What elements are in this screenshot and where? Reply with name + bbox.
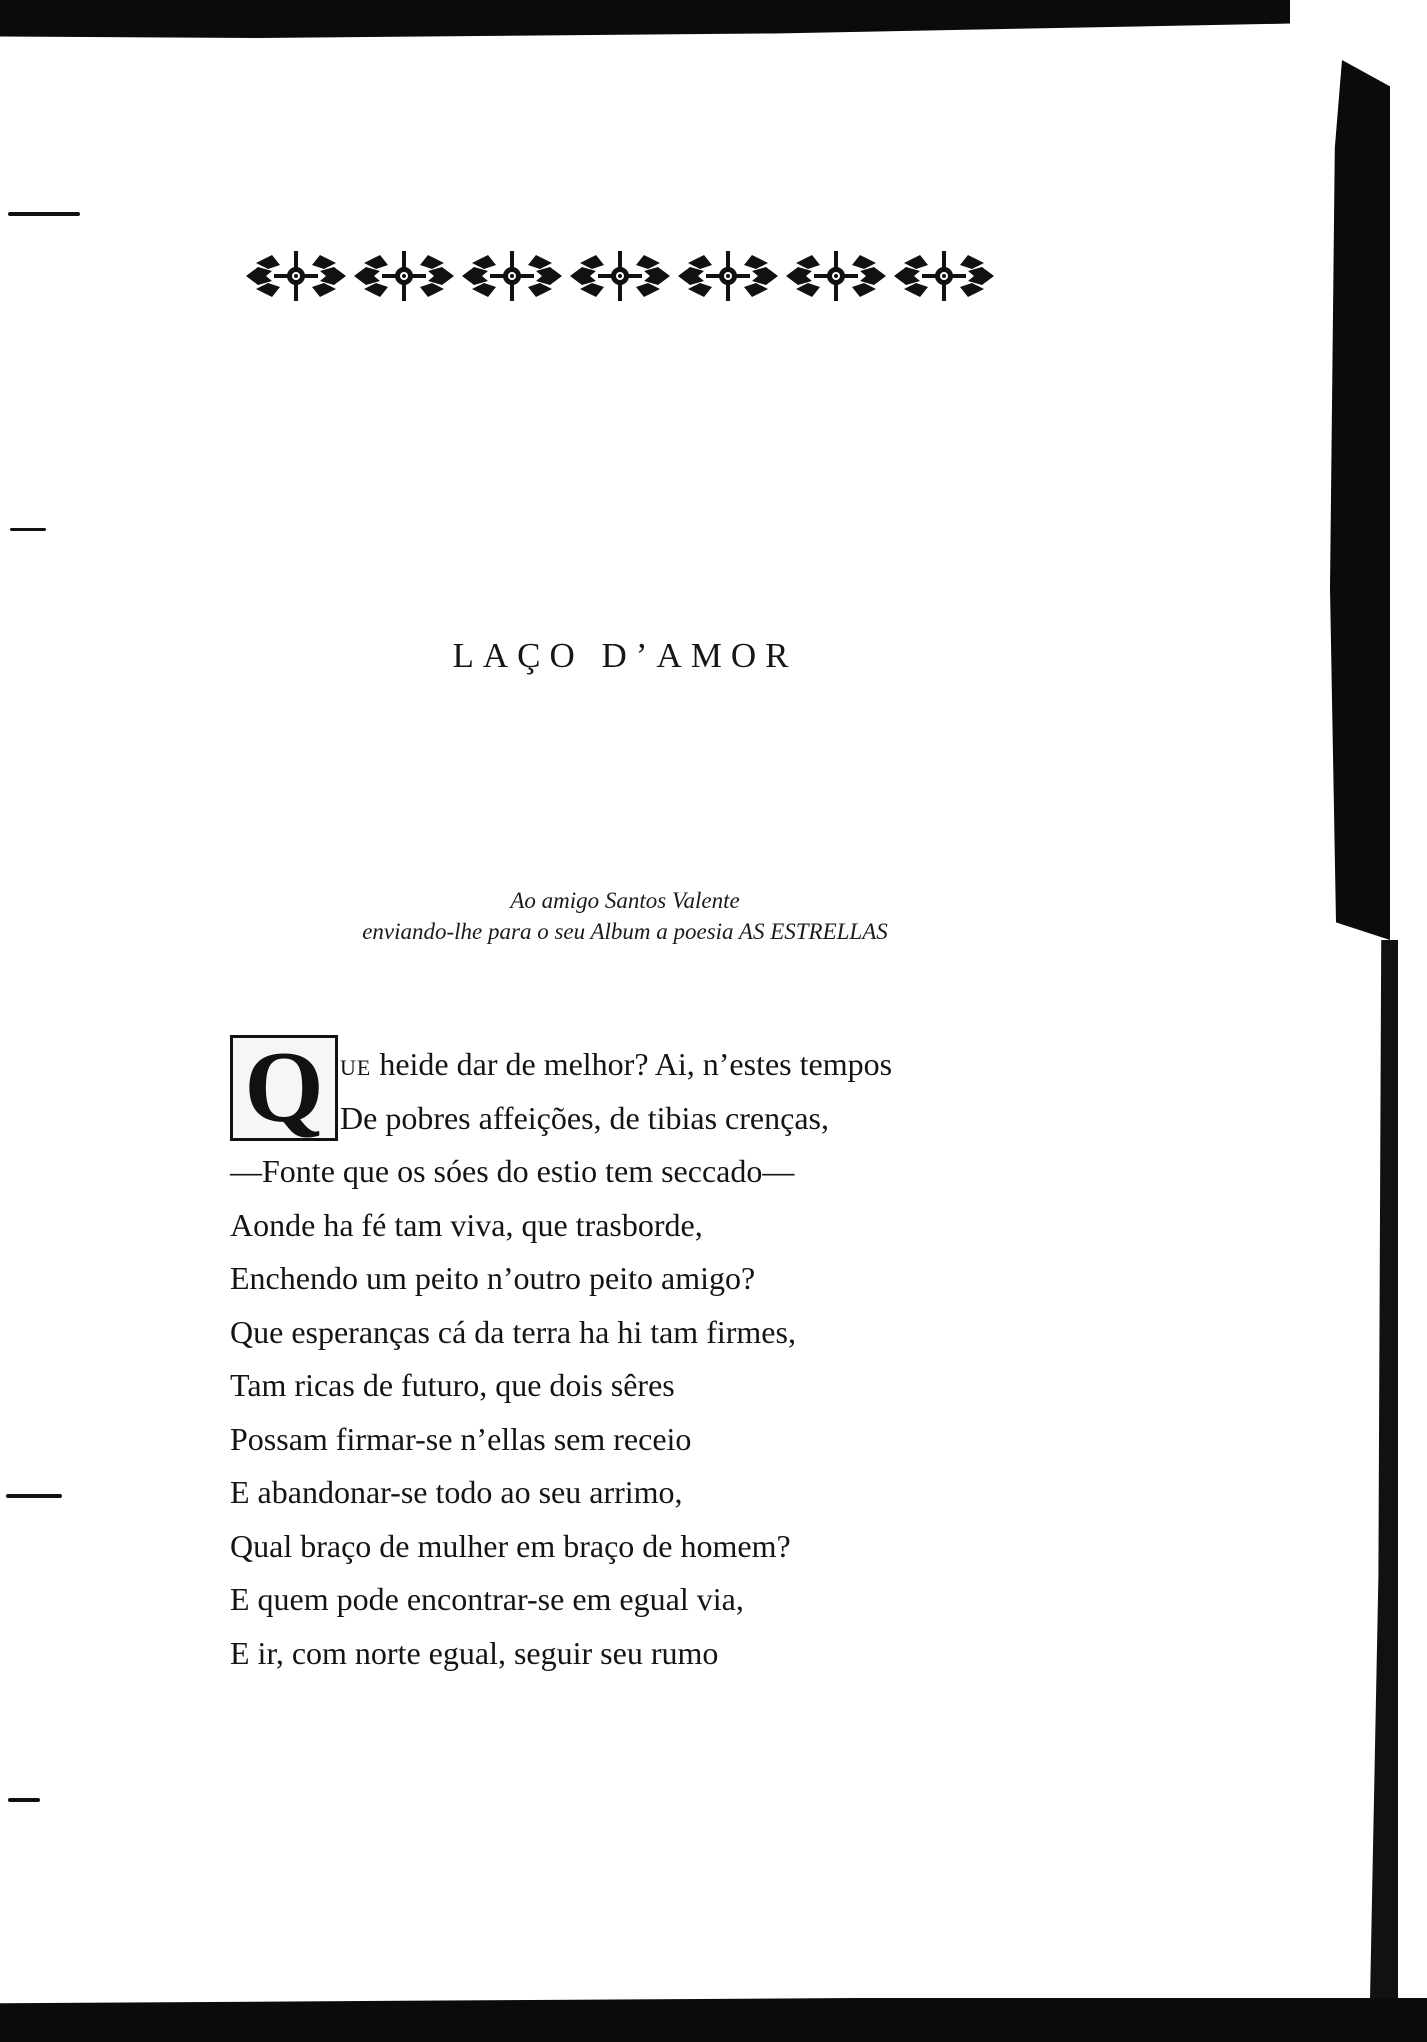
dedication-line-1: Ao amigo Santos Valente xyxy=(510,888,740,913)
poem-line: E abandonar-se todo ao seu arrimo, xyxy=(230,1474,683,1510)
poem-line: Que esperanças cá da terra ha hi tam firmes, xyxy=(230,1313,796,1350)
margin-mark xyxy=(8,1798,40,1802)
dedication xyxy=(0,885,1250,947)
poem-line: Possam firmar-se n’ellas sem receio xyxy=(230,1420,692,1457)
scan-edge-bottom xyxy=(0,1998,1427,2042)
poem-line: Enchendo um peito n’outro peito amigo? xyxy=(230,1260,756,1296)
scan-edge-top xyxy=(0,0,1290,38)
drop-cap-letter: Q xyxy=(244,1031,324,1144)
poem-line: E quem pode encontrar-se em egual via, xyxy=(230,1581,744,1617)
scan-edge-right-lower xyxy=(1370,940,1398,2000)
poem-line: Tam ricas de futuro, que dois sêres xyxy=(230,1367,675,1403)
first-line-text: heide dar de melhor? Ai, n’estes tempos xyxy=(371,1046,893,1082)
poem-line: Aonde ha fé tam viva, que trasborde, xyxy=(230,1206,703,1243)
poem-line: E ir, com norte egual, seguir seu rumo xyxy=(230,1634,719,1671)
poem-body xyxy=(230,1038,1130,1680)
margin-mark xyxy=(8,212,80,216)
poem-line xyxy=(230,1038,1130,1092)
poem-line: Qual braço de mulher em braço de homem? xyxy=(230,1527,791,1564)
poem-title: LAÇO D’AMOR xyxy=(452,636,798,675)
poem-line: De pobres affeições, de tibias crenças, xyxy=(340,1099,829,1136)
poem-line: —Fonte que os sóes do estio tem seccado— xyxy=(230,1153,795,1189)
dedication-line-2: enviando-lhe para o seu Album a poesia AS ESTRELLAS xyxy=(362,919,888,944)
floral-border-icon xyxy=(246,245,998,307)
first-word-smallcaps: UE xyxy=(340,1055,372,1080)
margin-mark xyxy=(6,1494,62,1498)
scan-edge-right xyxy=(1330,60,1390,940)
margin-mark xyxy=(10,528,46,531)
